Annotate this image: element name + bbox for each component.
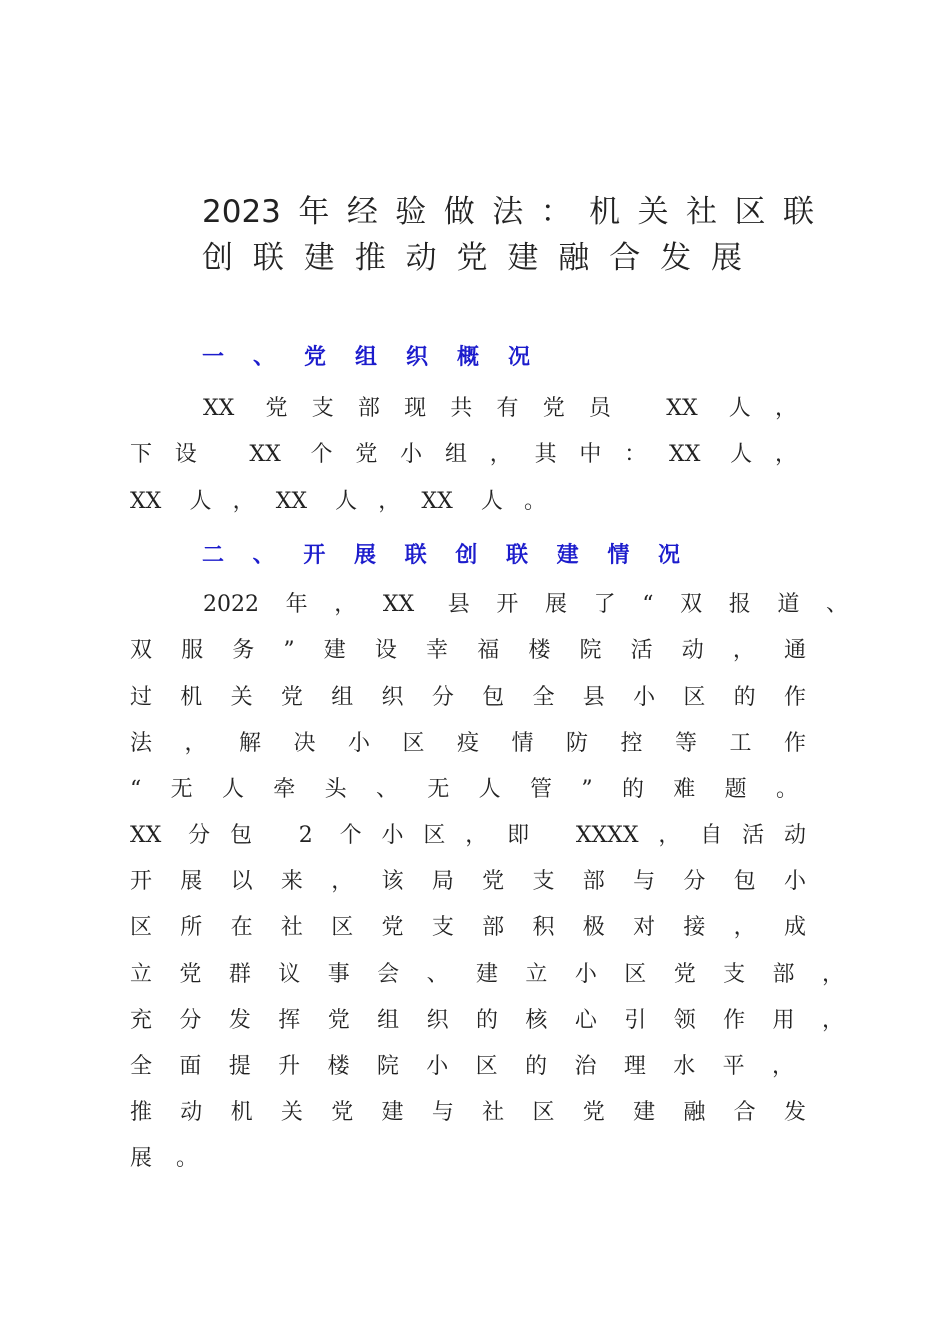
paragraph-line: 下设 XX 个党小组，其中：XX 人， — [130, 442, 797, 467]
document-title-line-2: 创联建推动党建融合发展 — [202, 240, 742, 276]
paragraph-line: XX 分包 2 个小区，即 XXXX，自活动 — [130, 823, 806, 848]
paragraph-line: 全面提升楼院小区的治理水平， — [130, 1054, 794, 1079]
paragraph-line: XX 人，XX 人，XX 人。 — [130, 489, 546, 514]
paragraph-line: 立党群议事会、建立小区党支部， — [130, 962, 844, 987]
paragraph-line: 区所在社区党支部积极对接，成 — [130, 915, 806, 940]
paragraph-line: “无人牵头、无人管”的难题。 — [130, 777, 798, 802]
paragraph-line: 展。 — [130, 1146, 198, 1171]
document-title-line-1: 2023年经验做法：机关社区联 — [202, 194, 814, 230]
paragraph-line: 推动机关党建与社区党建融合发 — [130, 1100, 806, 1125]
paragraph-line: 开展以来，该局党支部与分包小 — [130, 869, 806, 894]
paragraph-line: 双服务”建设幸福楼院活动，通 — [130, 638, 806, 663]
paragraph-line: XX 党支部现共有党员 XX 人， — [203, 396, 797, 421]
section-heading-2: 二、开展联创联建情况 — [202, 543, 680, 568]
paragraph-line: 法，解决小区疫情防控等工作 — [130, 731, 806, 756]
paragraph-line: 过机关党组织分包全县小区的作 — [130, 685, 806, 710]
paragraph-line: 2022年，XX 县开展了“双报道、 — [203, 592, 848, 617]
section-heading-1: 一、党组织概况 — [202, 345, 530, 370]
paragraph-line: 充分发挥党组织的核心引领作用， — [130, 1008, 844, 1033]
